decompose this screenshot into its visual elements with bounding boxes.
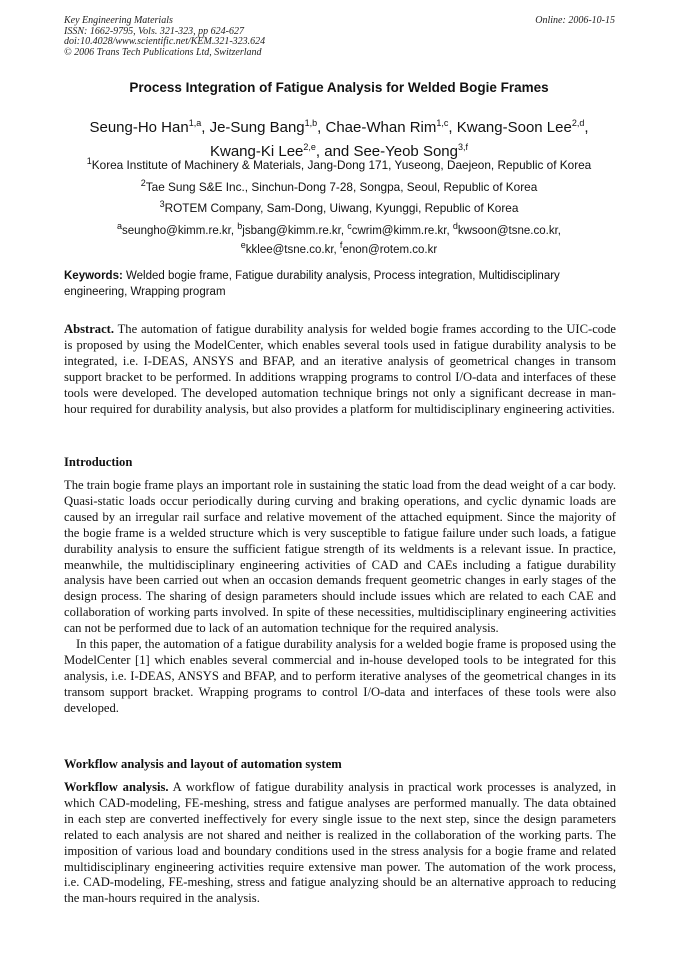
author-name: Seung-Ho Han bbox=[89, 119, 189, 136]
paragraph: In this paper, the automation of a fatigue durability analysis for a welded bogie frame is proposed using the ModelCenter [1] which enables several commercial and in-house developed tools to be integrated for this analysis, i.e. I-DEAS, ANSYS and BFAP, and to perform iterative analyses of the geometrical changes in its transom support bracket. Wrapping programs to control I/O-data and interfaces of these tools were also developed. bbox=[64, 637, 616, 715]
abstract-label: Abstract. bbox=[64, 322, 115, 336]
email-link[interactable]: kklee@tsne.co.kr bbox=[245, 244, 334, 257]
affiliation-3: $^3$ROTEM Company, Sam-Dong, Uiwang, Kyunggi, Republic of Korea bbox=[159, 199, 519, 215]
abstract-text: The automation of fatigue durability analysis for welded bogie frames according to the UIC-code is proposed by using the ModelCenter, which enables several tools used in fatigue durability analysis to be integrated, i.e. I-DEAS, ANSYS and BFAP, and an iterative analysis of geometrical changes in transom support bracket to be performed. In additions wrapping programs to control I/O-data and interfaces of these tools were developed. The developed automation technique brings not only a significant decrease in man-hour required for durability analysis, but also provides a platform for multidisciplinary engineering activities. bbox=[64, 322, 616, 416]
paper-title: Process Integration of Fatigue Analysis for Welded Bogie Frames bbox=[129, 80, 549, 95]
author-list: Seung-Ho Han$^{1,a}$, Je-Sung Bang$^{1,b}$, Chae-Whan Rim$^{1,c}$, Kwang-Soon Lee$^{2,d}$, Kwang-Ki Lee$^{2,e}$, and See-Yeob Song$^{3,f}$ bbox=[89, 118, 589, 160]
author-sup: 1,a bbox=[188, 118, 202, 128]
workflow-body bbox=[64, 780, 616, 907]
workflow-label: Workflow analysis. bbox=[64, 780, 169, 794]
author-sup: 3,f bbox=[457, 141, 468, 152]
author-sup: 1,b bbox=[304, 118, 318, 128]
section-heading-workflow: Workflow analysis and layout of automation system bbox=[64, 757, 342, 771]
journal-name: Key Engineering Materials bbox=[64, 15, 173, 26]
keywords bbox=[64, 269, 616, 300]
author-sup: 2,d bbox=[571, 118, 585, 128]
email-link[interactable]: jsbang@kimm.re.kr bbox=[242, 224, 341, 237]
online-date: Online: 2006-10-15 bbox=[535, 15, 615, 26]
workflow-text: A workflow of fatigue durability analysis in practical work processes is analyzed, in which CAD-modeling, FE-meshing, stress and fatigue analyses are performed manually. The data obtained in each step are converted ineffectively for every single issue to the next step, since the design parameters related to each analysis are not shared and neither is realized in the collaboration of the working parts. The imposition of various load and boundary conditions used in the stress analysis for a bogie frame and related multidisciplinary engineering activities require extensive man power. The automation of the work process, i.e. CAD-modeling, FE-meshing, stress and fatigue analyzing should be an alternative approach to reducing the man-hours required in the analysis. bbox=[64, 780, 616, 906]
author-sup: 1,c bbox=[436, 118, 449, 128]
journal-issn: ISSN: 1662-9795, Vols. 321-323, pp 624-627 bbox=[64, 25, 244, 37]
email-list: $^a$seungho@kimm.re.kr, $^b$jsbang@kimm.re.kr, $^c$cwrim@kimm.re.kr, $^d$kwsoon@tsne.co.kr, $^e$kklee@tsne.co.kr, $^f$enon@rotem.co.kr bbox=[117, 221, 561, 257]
paragraph: The train bogie frame plays an important role in sustaining the static load from the dead weight of a car body. Quasi-static loads occur periodically during curving and braking operations, and cyclic dynamic loads are caused by an irregular rail surface and relative movement of the attached equipment. Since the majority of the bogie frame is a welded structure which is very susceptible to fatigue failure under such loads, a fatigue durability analysis to ensure the sufficient fatigue strength of its weldments is a relevant issue. In practice, meanwhile, the multidisciplinary engineering activities of CAD and CAEs including a fatigue durability analysis have been carried out when an occasion demands frequent geometric changes in early stages of the design process. The sharing of design parameters should include issues which are related to each CAE and collaboration of working parts involved. In spite of these necessities, multidisciplinary engineering activities can not be performed due to lack of an automation technique for the required analysis. bbox=[64, 478, 616, 636]
affiliation-2: $^2$Tae Sung S&E Inc., Sinchun-Dong 7-28, Songpa, Seoul, Republic of Korea bbox=[140, 178, 538, 194]
author-name: Chae-Whan Rim bbox=[325, 119, 437, 136]
author-name: See-Yeob Song bbox=[353, 142, 458, 160]
email-link[interactable]: kwsoon@tsne.co.kr bbox=[457, 224, 558, 237]
keywords-text: Welded bogie frame, Fatigue durability analysis, Process integration, Multidisciplinary engineering, Wrapping program bbox=[64, 270, 560, 298]
author-sup: 2,e bbox=[303, 141, 316, 152]
journal-copyright: © 2006 Trans Tech Publications Ltd, Switzerland bbox=[64, 46, 262, 58]
introduction-body bbox=[64, 478, 616, 717]
keywords-label: Keywords: bbox=[64, 270, 123, 282]
email-link[interactable]: seungho@kimm.re.kr bbox=[122, 224, 231, 237]
author-name: Je-Sung Bang bbox=[209, 119, 305, 136]
section-heading-introduction: Introduction bbox=[64, 455, 133, 469]
email-link[interactable]: cwrim@kimm.re.kr bbox=[351, 224, 447, 237]
journal-header bbox=[64, 16, 265, 58]
email-link[interactable]: enon@rotem.co.kr bbox=[342, 244, 438, 257]
author-name: Kwang-Soon Lee bbox=[456, 119, 572, 136]
abstract bbox=[64, 322, 616, 417]
affiliation-1: $^1$Korea Institute of Machinery & Materials, Jang-Dong 171, Yuseong, Daejeon, Republic of Korea bbox=[86, 156, 592, 172]
author-name: Kwang-Ki Lee bbox=[209, 142, 304, 160]
journal-doi: doi:10.4028/www.scientific.net/KEM.321-323.624 bbox=[64, 36, 266, 47]
